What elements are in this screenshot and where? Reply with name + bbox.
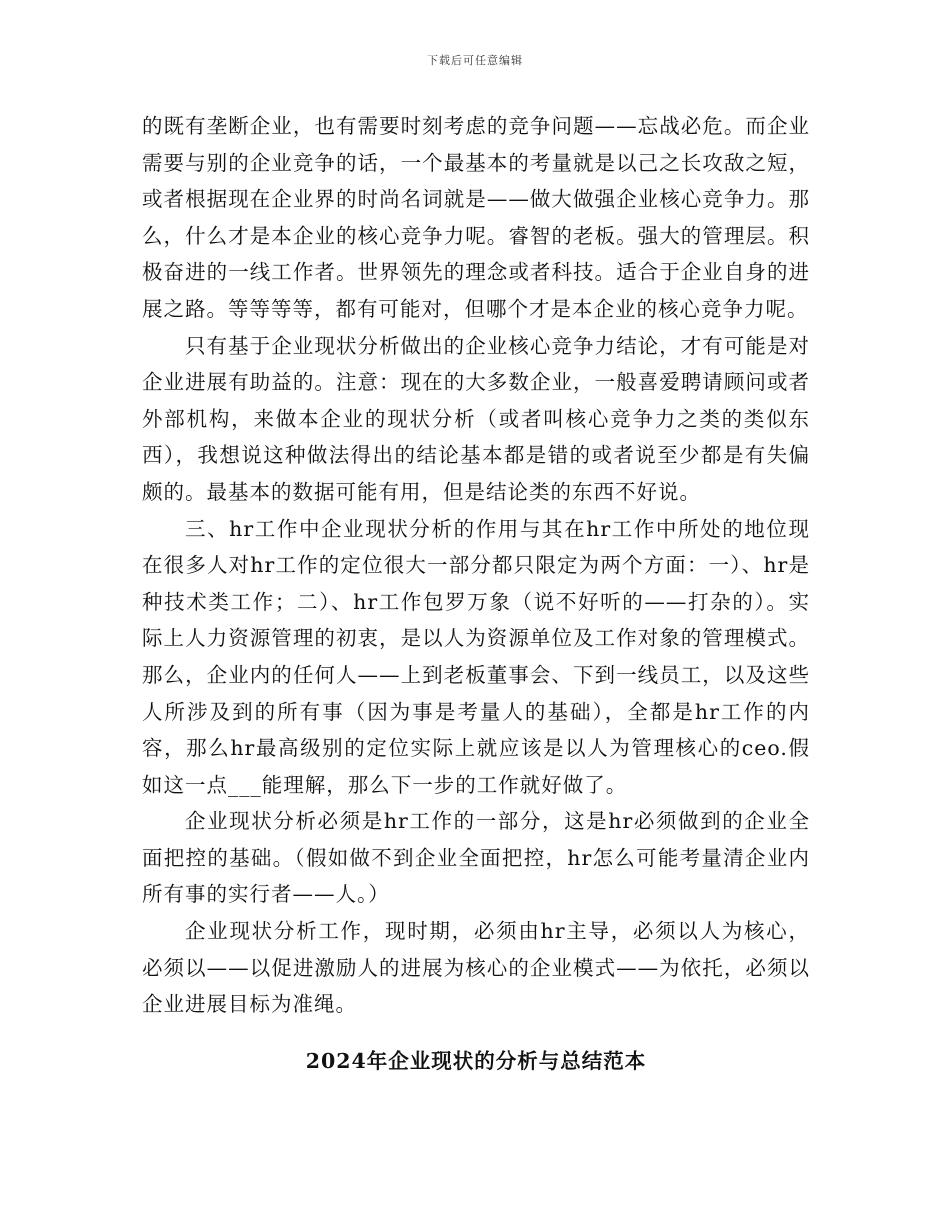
paragraph-5: 企业现状分析工作，现时期，必须由hr主导，必须以人为核心，必须以——以促进激励人的进展为核心的企业模式——为依托，必须以企业进展目标为准绳。	[142, 919, 810, 1017]
paragraph-1: 的既有垄断企业，也有需要时刻考虑的竞争问题——忘战必危。而企业需要与别的企业竞争的话，一个最基本的考量就是以己之长攻敌之短，或者根据现在企业界的时尚名词就是——做大做强企业核心竞争力。那么，什么才是本企业的核心竞争力呢。睿智的老板。强大的管理层。积极奋进的一线工作者。世界领先的理念或者科技。适合于企业自身的进展之路。等等等等，都有可能对，但哪个才是本企业的核心竞争力呢。	[142, 114, 810, 321]
paragraph-2: 只有基于企业现状分析做出的企业核心竞争力结论，才有可能是对企业进展有助益的。注意：现在的大多数企业，一般喜爱聘请顾问或者外部机构，来做本企业的现状分析（或者叫核心竞争力之类的类似东西），我想说这种做法得出的结论基本都是错的或者说至少都是有失偏颇的。最基本的数据可能有用，但是结论类的东西不好说。	[142, 333, 810, 504]
document-body	[142, 108, 810, 1079]
page-header: 下载后可任意编辑	[427, 54, 523, 67]
paragraph-4: 企业现状分析必须是hr工作的一部分，这是hr必须做到的企业全面把控的基础。（假如做不到企业全面把控，hr怎么可能考量清企业内所有事的实行者——人。）	[142, 809, 810, 907]
paragraph-3: 三、hr工作中企业现状分析的作用与其在hr工作中所处的地位现在很多人对hr工作的定位很大一部分都只限定为两个方面：一）、hr是种技术类工作；二）、hr工作包罗万象（说不好听的——打杂的）。实际上人力资源管理的初衷，是以人为资源单位及工作对象的管理模式。那么，企业内的任何人——上到老板董事会、下到一线员工，以及这些人所涉及到的所有事（因为事是考量人的基础），全都是hr工作的内容，那么hr最高级别的定位实际上就应该是以人为管理核心的ceo.假如这一点___能理解，那么下一步的工作就好做了。	[142, 516, 810, 797]
section-title: 2024年企业现状的分析与总结范本	[305, 1048, 647, 1073]
